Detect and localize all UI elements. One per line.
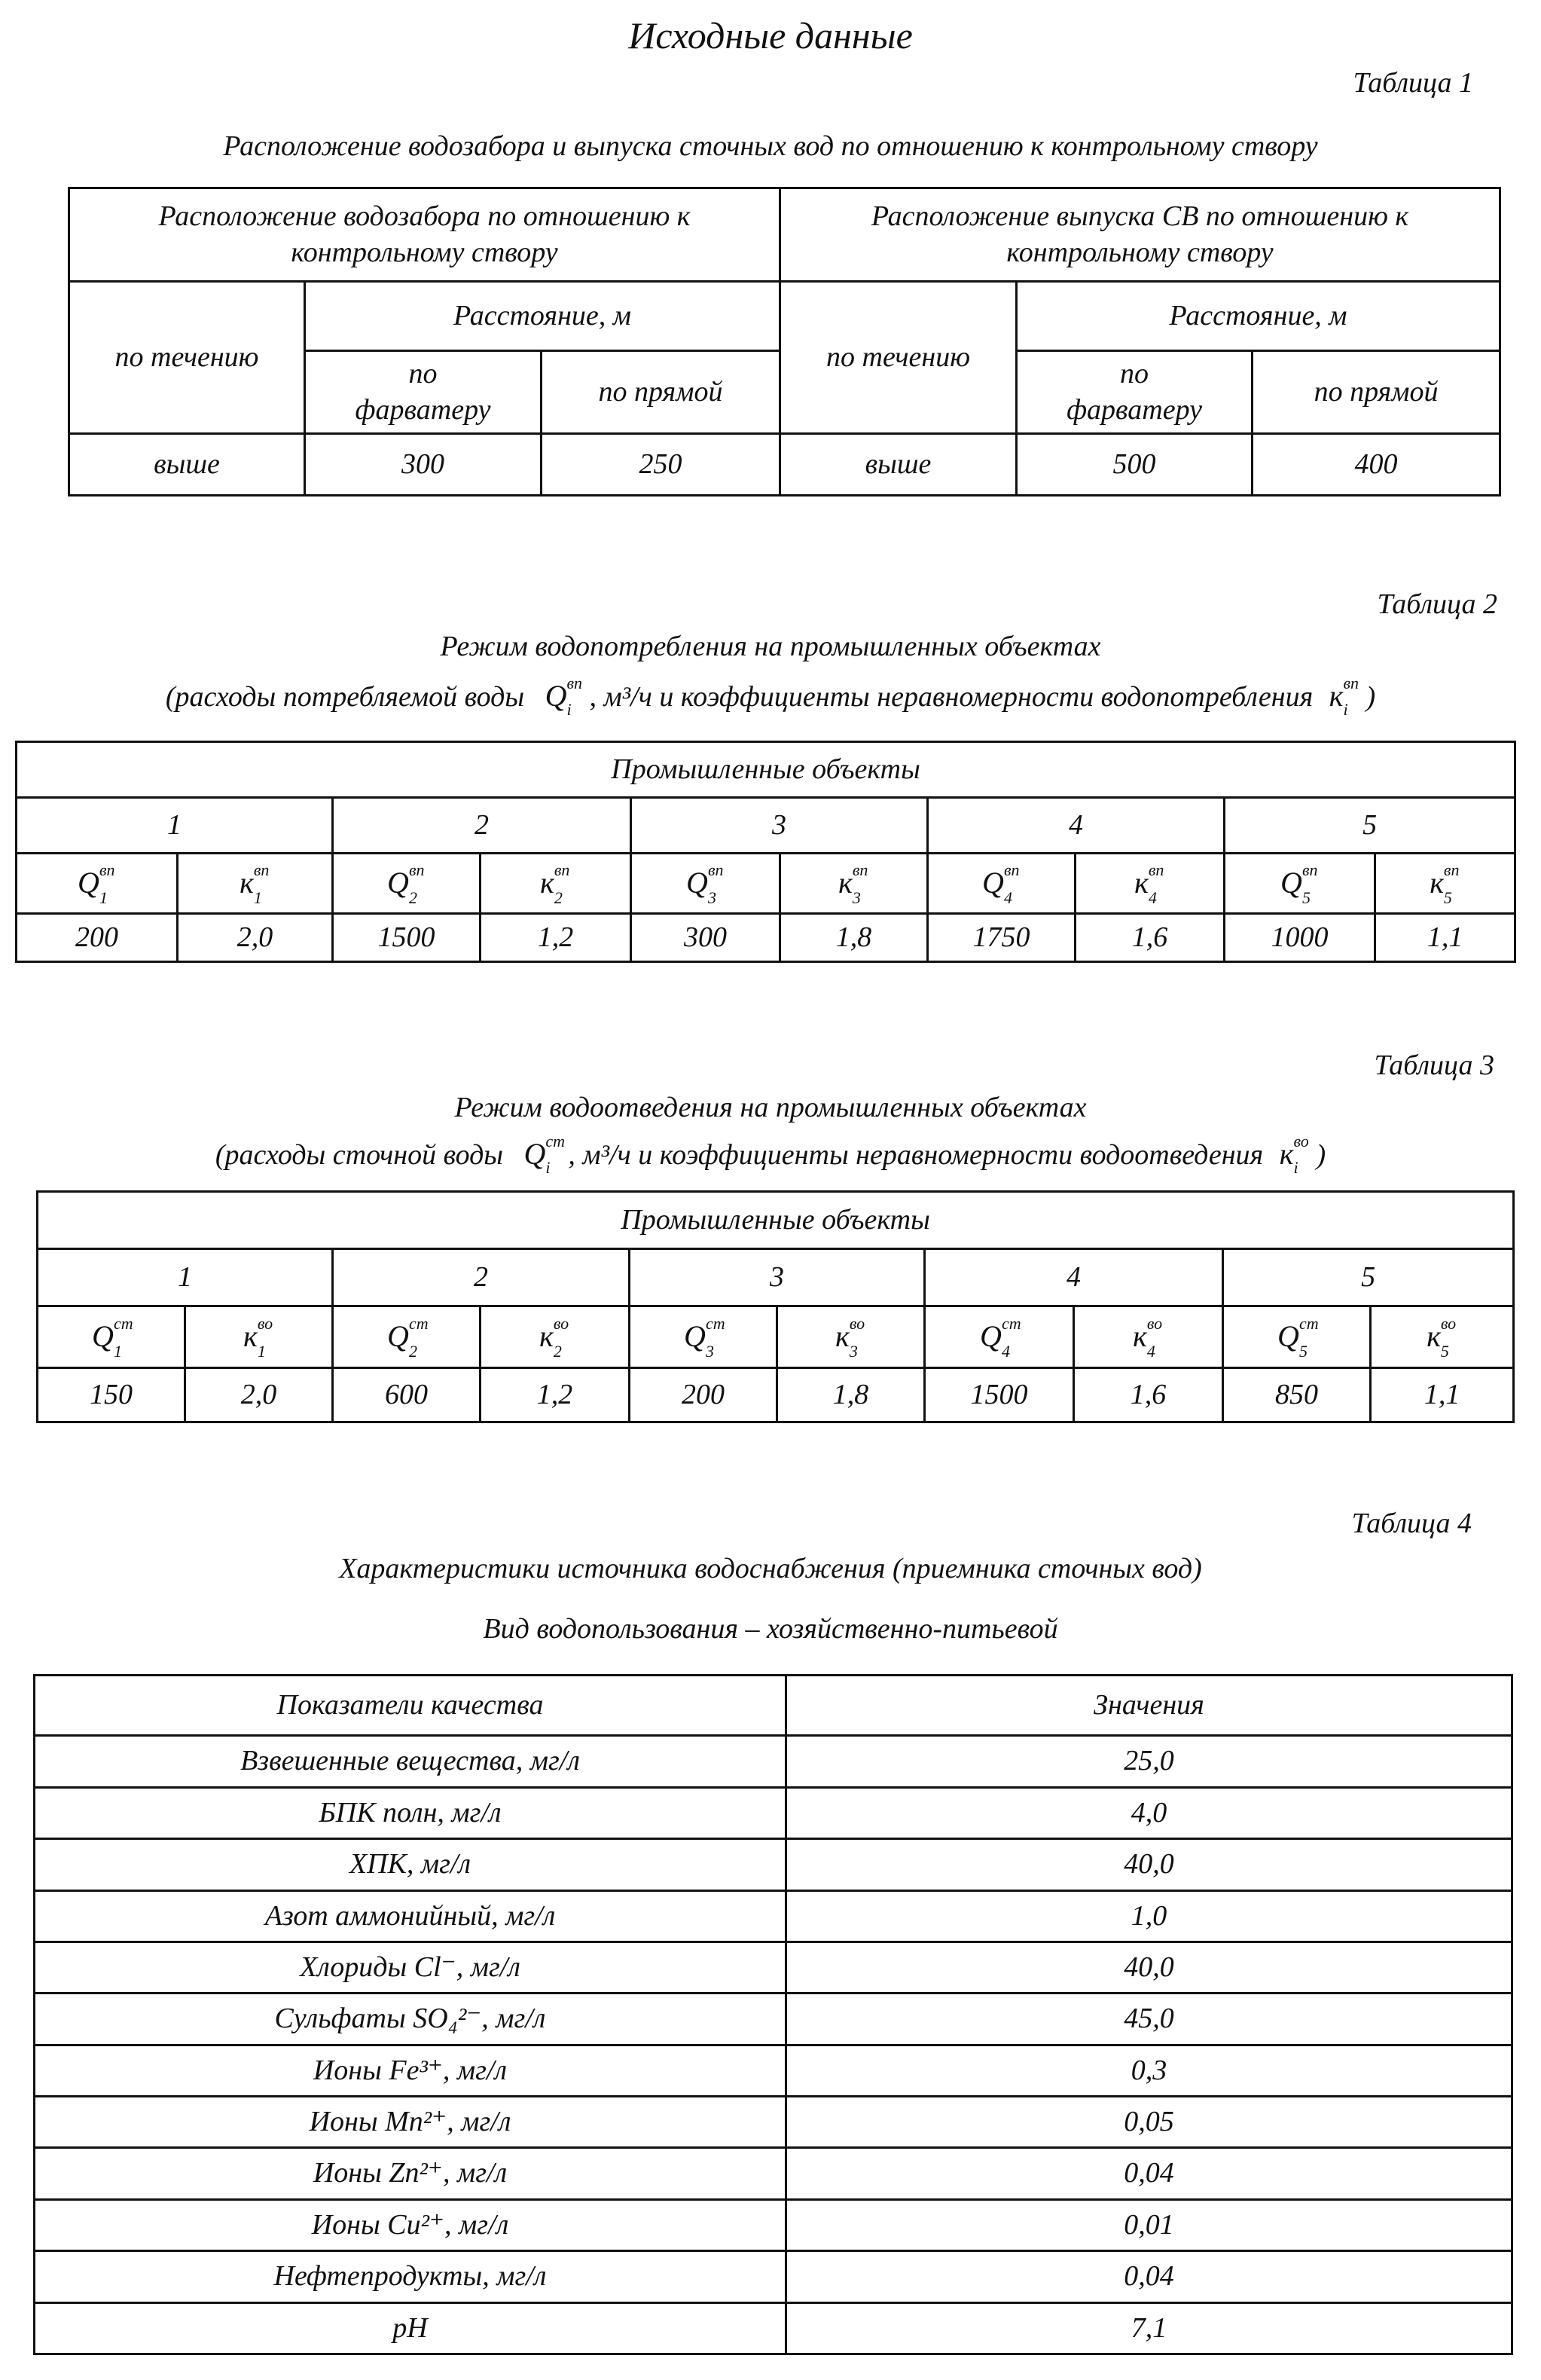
table4-value: 0,3 xyxy=(786,2045,1512,2096)
table3-q-header xyxy=(333,1306,481,1368)
table3-k-header xyxy=(1371,1306,1514,1368)
table2-value-cell: 2,0 xyxy=(178,914,333,962)
table1-by-flow: по течению xyxy=(69,282,305,434)
table3-k-header xyxy=(1074,1306,1223,1368)
table3-caption-line1: Режим водоотведения на промышленных объектах xyxy=(454,1092,1087,1123)
table2-q-header-symbol: Q вп 2 xyxy=(387,860,425,908)
table2-k-header-symbol: к вп 3 xyxy=(838,860,868,908)
table1 xyxy=(68,187,1501,496)
table4-row xyxy=(35,1787,1512,1838)
table2-q-header xyxy=(928,854,1076,914)
table3-k-header-symbol: к во 1 xyxy=(243,1314,273,1361)
table3-k-header-symbol: к во 2 xyxy=(539,1314,569,1361)
table1-cell: 250 xyxy=(542,434,780,496)
table3-k-header xyxy=(481,1306,630,1368)
table2-k-header-symbol: к вп 4 xyxy=(1134,860,1164,908)
table4-indicator: Азот аммонийный, мг/л xyxy=(35,1890,786,1942)
table1-cell: 400 xyxy=(1253,434,1500,496)
table4-row xyxy=(35,2199,1512,2250)
table4-value: 0,01 xyxy=(786,2199,1512,2250)
table3-k-header-symbol: к во 5 xyxy=(1427,1314,1457,1361)
table3-value-cell: 1,8 xyxy=(777,1368,925,1422)
table2-q-header xyxy=(1225,854,1375,914)
table3-q-header-symbol: Q ст 2 xyxy=(387,1314,429,1361)
table2-object-number: 3 xyxy=(631,798,928,854)
table3-caption-line2: (расходы сточной воды Q ст i , м³/ч и коэффициенты неравномерности водоотведения к во i ) xyxy=(215,1132,1326,1177)
table4-row xyxy=(35,1736,1512,1787)
table2-value-cell: 200 xyxy=(17,914,178,962)
table4-row xyxy=(35,1839,1512,1890)
table3-value-cell: 600 xyxy=(333,1368,481,1422)
table3-k-header-symbol: к во 3 xyxy=(835,1314,865,1361)
table4-header-cell: Показатели качества xyxy=(35,1676,786,1736)
table1-cell: 500 xyxy=(1017,434,1253,496)
table3-object-number: 4 xyxy=(925,1249,1223,1306)
table3-value-cell: 2,0 xyxy=(185,1368,333,1422)
table2-value-cell: 1,2 xyxy=(481,914,631,962)
table2-object-number: 5 xyxy=(1225,798,1515,854)
table3-object-number: 1 xyxy=(38,1249,333,1306)
table3-k-header-symbol: к во 4 xyxy=(1133,1314,1163,1361)
table4-indicator: БПК полн, мг/л xyxy=(35,1787,786,1838)
table3-value-cell: 1500 xyxy=(925,1368,1074,1422)
table1-fairway: по фарватеру xyxy=(1017,351,1253,434)
table4-value: 7,1 xyxy=(786,2302,1512,2354)
table2-k-header xyxy=(1076,854,1225,914)
table3-value-cell: 1,1 xyxy=(1371,1368,1514,1422)
table1-cell: 300 xyxy=(305,434,542,496)
table3-q-header-symbol: Q ст 5 xyxy=(1277,1314,1319,1361)
table2-value-cell: 1500 xyxy=(333,914,481,962)
table2-label: Таблица 2 xyxy=(1377,588,1497,620)
table1-head-outlet: Расположение выпуска СВ по отношению к контрольному створу xyxy=(780,188,1500,282)
table4-row xyxy=(35,2302,1512,2354)
table4-row xyxy=(35,2097,1512,2148)
table4-indicator: Хлориды Cl⁻, мг/л xyxy=(35,1942,786,1993)
table2-value-cell: 300 xyxy=(631,914,780,962)
table4-caption-line2: Вид водопользования – хозяйственно-питьевой xyxy=(483,1613,1058,1645)
table2-value-cell: 1,6 xyxy=(1076,914,1225,962)
table4-indicator: Сульфаты SO₄²⁻, мг/л xyxy=(35,1994,786,2045)
table2-value-cell: 1,1 xyxy=(1375,914,1515,962)
table2-objects-header: Промышленные объекты xyxy=(17,742,1515,798)
table2-caption-line1: Режим водопотребления на промышленных объектах xyxy=(440,631,1101,662)
table4-row xyxy=(35,1890,1512,1942)
q-symbol: Q ст i xyxy=(523,1132,566,1177)
table3-k-header xyxy=(185,1306,333,1368)
table4-value: 25,0 xyxy=(786,1736,1512,1787)
table1-cell: выше xyxy=(69,434,305,496)
table2-k-header-symbol: к вп 2 xyxy=(540,860,570,908)
table2-q-header xyxy=(17,854,178,914)
k-symbol: к во i xyxy=(1279,1132,1309,1177)
table1-straight: по прямой xyxy=(542,351,780,434)
table1-straight: по прямой xyxy=(1253,351,1500,434)
table1-by-flow: по течению xyxy=(780,282,1017,434)
table3-value-cell: 850 xyxy=(1223,1368,1371,1422)
table4-indicator: Ионы Mn²⁺, мг/л xyxy=(35,2097,786,2148)
table2-value-cell: 1750 xyxy=(928,914,1076,962)
table3-object-number: 2 xyxy=(333,1249,630,1306)
table2-k-header xyxy=(481,854,631,914)
table4-value: 40,0 xyxy=(786,1942,1512,1993)
table2-q-header-symbol: Q вп 1 xyxy=(78,860,115,908)
table2-k-header xyxy=(178,854,333,914)
k-symbol: к вп i xyxy=(1329,674,1359,719)
table4-header-cell: Значения xyxy=(786,1676,1512,1736)
table3-value-cell: 150 xyxy=(38,1368,185,1422)
page-title: Исходные данные xyxy=(628,14,913,57)
table2-value-cell: 1000 xyxy=(1225,914,1375,962)
table4-value: 4,0 xyxy=(786,1787,1512,1838)
table2-q-header xyxy=(333,854,481,914)
table4-row xyxy=(35,2251,1512,2302)
table3-q-header xyxy=(1223,1306,1371,1368)
table4-value: 1,0 xyxy=(786,1890,1512,1942)
table2-caption-line2: (расходы потребляемой воды Q вп i , м³/ч и коэффициенты неравномерности водопотребления к вп i ) xyxy=(165,674,1376,719)
table4-indicator: Ионы Fe³⁺, мг/л xyxy=(35,2045,786,2096)
table3-value-cell: 1,6 xyxy=(1074,1368,1223,1422)
table4-row xyxy=(35,1994,1512,2045)
table2-q-header xyxy=(631,854,780,914)
table3-q-header-symbol: Q ст 1 xyxy=(92,1314,133,1361)
table4 xyxy=(33,1674,1513,2355)
table4-indicator: pH xyxy=(35,2302,786,2354)
table3-label: Таблица 3 xyxy=(1374,1049,1494,1081)
table4-indicator: Нефтепродукты, мг/л xyxy=(35,2251,786,2302)
table2-object-number: 4 xyxy=(928,798,1225,854)
table3-object-number: 3 xyxy=(630,1249,925,1306)
table4-row xyxy=(35,1942,1512,1993)
table4-caption-line1: Характеристики источника водоснабжения (приемника сточных вод) xyxy=(339,1553,1202,1584)
table2-value-cell: 1,8 xyxy=(780,914,928,962)
table2-q-header-symbol: Q вп 3 xyxy=(686,860,724,908)
table4-indicator: ХПК, мг/л xyxy=(35,1839,786,1890)
table2-k-header-symbol: к вп 5 xyxy=(1430,860,1460,908)
table3-q-header-symbol: Q ст 4 xyxy=(980,1314,1021,1361)
table3-q-header xyxy=(925,1306,1074,1368)
table3-q-header-symbol: Q ст 3 xyxy=(684,1314,725,1361)
table3-object-number: 5 xyxy=(1223,1249,1514,1306)
table2-object-number: 1 xyxy=(17,798,333,854)
table4-indicator: Ионы Zn²⁺, мг/л xyxy=(35,2148,786,2199)
table3-value-cell: 1,2 xyxy=(481,1368,630,1422)
table1-cell: выше xyxy=(780,434,1017,496)
table1-distance: Расстояние, м xyxy=(1017,282,1500,351)
table1-distance: Расстояние, м xyxy=(305,282,780,351)
table4-value: 45,0 xyxy=(786,1994,1512,2045)
table4-row xyxy=(35,2045,1512,2096)
table4-value: 0,04 xyxy=(786,2251,1512,2302)
table4-indicator: Ионы Cu²⁺, мг/л xyxy=(35,2199,786,2250)
table4-value: 40,0 xyxy=(786,1839,1512,1890)
table4-indicator: Взвешенные вещества, мг/л xyxy=(35,1736,786,1787)
table3 xyxy=(36,1190,1515,1423)
table4-label: Таблица 4 xyxy=(1351,1508,1472,1539)
table4-row xyxy=(35,2148,1512,2199)
table4-value: 0,05 xyxy=(786,2097,1512,2148)
table1-label: Таблица 1 xyxy=(1353,67,1473,99)
table1-fairway: по фарватеру xyxy=(305,351,542,434)
table1-head-intake: Расположение водозабора по отношению к контрольному створу xyxy=(69,188,780,282)
table3-objects-header: Промышленные объекты xyxy=(38,1192,1514,1249)
table3-q-header xyxy=(38,1306,185,1368)
table1-caption: Расположение водозабора и выпуска сточных вод по отношению к контрольному створу xyxy=(223,130,1318,162)
table2-object-number: 2 xyxy=(333,798,631,854)
table2-k-header xyxy=(1375,854,1515,914)
table2-k-header xyxy=(780,854,928,914)
table2-k-header-symbol: к вп 1 xyxy=(240,860,270,908)
table3-q-header xyxy=(630,1306,777,1368)
table2 xyxy=(15,741,1516,963)
table3-value-cell: 200 xyxy=(630,1368,777,1422)
table2-q-header-symbol: Q вп 5 xyxy=(1280,860,1318,908)
table3-k-header xyxy=(777,1306,925,1368)
table2-q-header-symbol: Q вп 4 xyxy=(982,860,1020,908)
q-symbol: Q вп i xyxy=(545,674,583,719)
table4-value: 0,04 xyxy=(786,2148,1512,2199)
